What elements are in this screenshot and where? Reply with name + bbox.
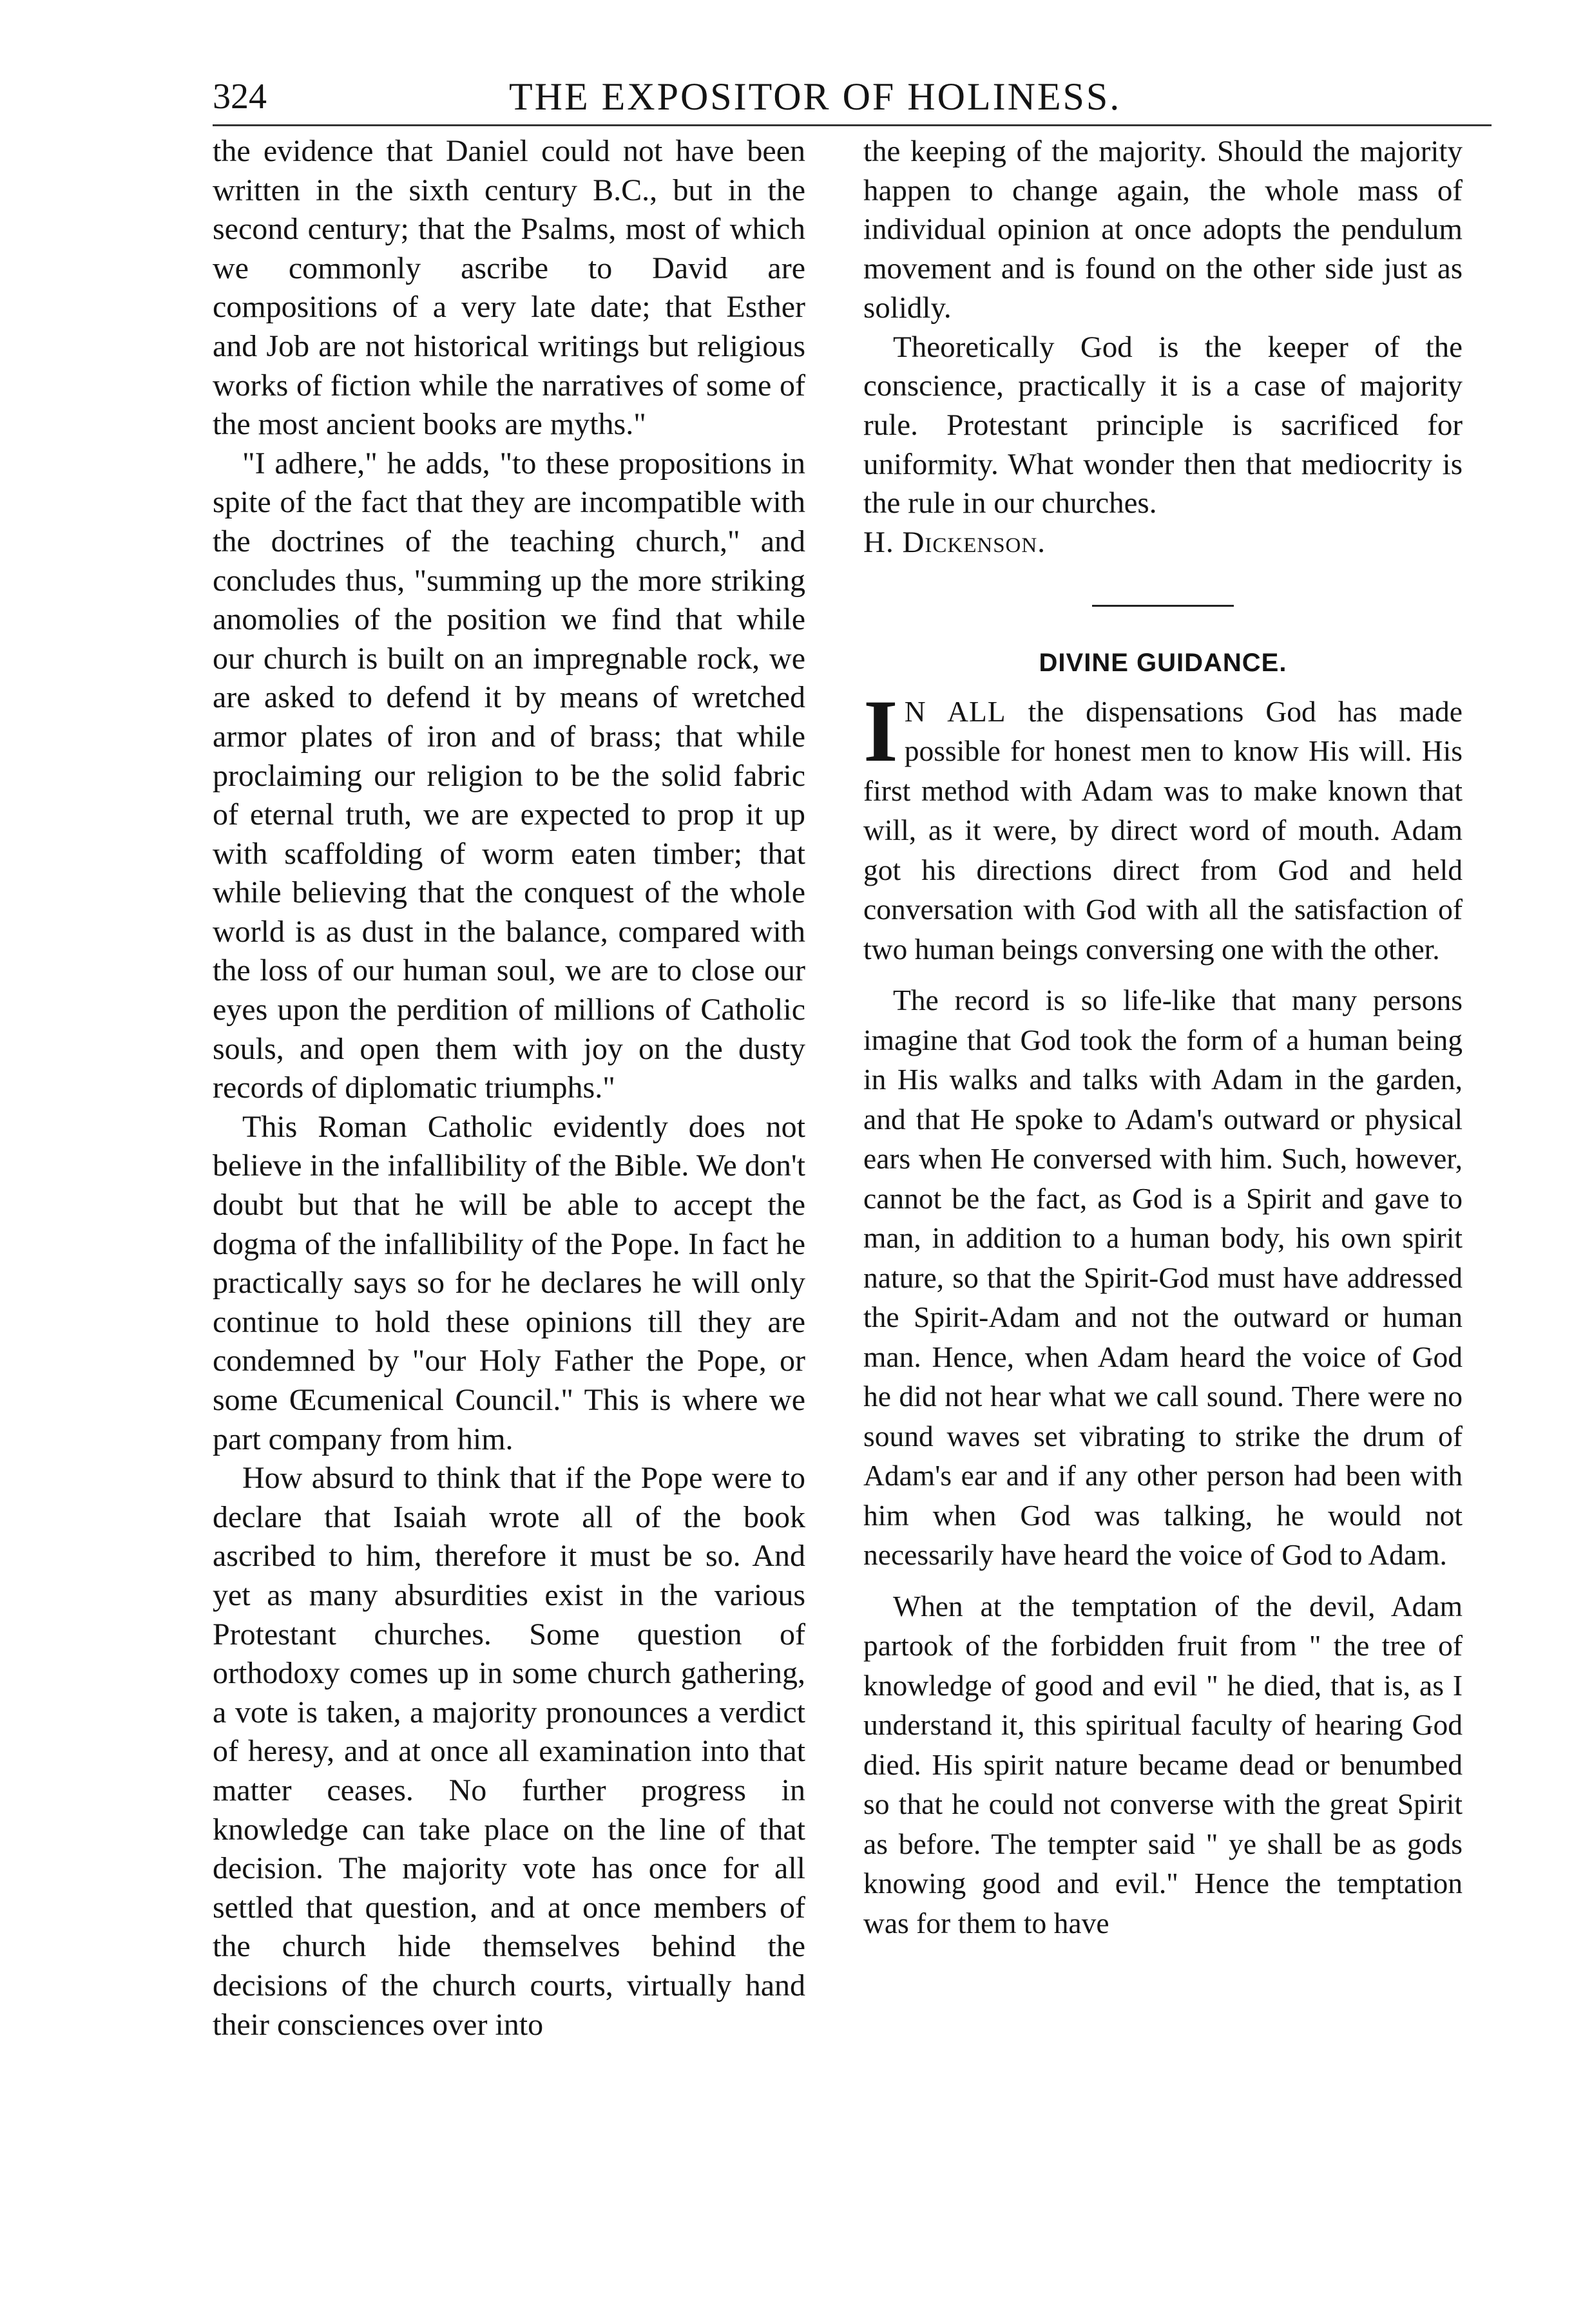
drop-cap: I (863, 681, 898, 780)
author-signature-text: H. Dickenson. (863, 526, 1046, 560)
header-rule (213, 124, 1492, 126)
article-paragraph-3: When at the temptation of the devil, Adam partook of the forbidden fruit from " the tree of knowledge of good and evil " he died, that is, as I understand it, this spiritual faculty of hearing God died. His spirit nature became dead or benumbed so that he could not converse with the great Spirit as before. The tempter said " ye shall be as gods knowing good and evil." Hence the temptation was for them to have (863, 1589, 1463, 1939)
author-signature (863, 523, 1463, 562)
left-column (213, 132, 805, 2044)
page-number: 324 (213, 77, 267, 117)
right-column (863, 132, 1463, 1943)
right-paragraph-1: the keeping of the majority. Should the majority happen to change again, the whole mass of individual opinion at once adopts the pendulum movement and is found on the other side just as solidly. (863, 135, 1463, 325)
article-paragraph-1-text: the dispensations God has made possible for honest men to know His will. His first method with Adam was to make known that will, as it were, by direct word of mouth. Adam got his directions direct from God and held conversation with God with all the satisfaction of two human beings conversing one with the other. (863, 694, 1463, 966)
left-paragraph-4: How absurd to think that if the Pope were to declare that Isaiah wrote all of the book ascribed to him, therefore it must be so. And yet as many absurdities exist in the various Protestant churches. Some question of orthodoxy comes up in some church gathering, a vote is taken, a majority pronounces a verdict of heresy, and at once all examination into that matter ceases. No further progress in knowledge can take place on the line of that decision. The majority vote has once for all settled that question, and at once members of the church hide themselves behind the decisions of the church courts, virtually hand their consciences over into (213, 1461, 805, 2042)
article-paragraph-2: The record is so life-like that many persons imagine that God took the form of a human being in His walks and talks with Adam in the garden, and that He spoke to Adam's outward or physical ears when He conversed with him. Such, however, cannot be the fact, as God is a Spirit and gave to man, in addition to a human body, his own spirit nature, so that the Spirit-God must have addressed the Spirit-Adam and not the outward or human man. Hence, when Adam heard the voice of God he did not hear what we call sound. There were no sound waves set vibrating to strike the drum of Adam's ear and if any other person had been with him when God was talking, he would not necessarily have heard the voice of God to Adam. (863, 984, 1463, 1572)
left-paragraph-2: "I adhere," he adds, "to these propositions in spite of the fact that they are incompatible with the doctrines of the teaching church," and concludes thus, "summing up the more striking anomolies of the position we find that while our church is built on an impregnable rock, we are asked to defend it by means of wretched armor plates of iron and of brass; that while proclaiming our religion to be the solid fabric of eternal truth, we are expected to prop it up with scaffolding of worm eaten timber; that while believing that the conquest of the whole world is as dust in the balance, compared with the loss of our human soul, we are to close our eyes upon the perdition of millions of Catholic souls, and open them with joy on the dusty records of diplomatic triumphs." (213, 446, 805, 1105)
article-heading: DIVINE GUIDANCE. (1039, 648, 1287, 677)
article-divine-guidance (863, 647, 1463, 1943)
right-paragraph-2: Theoretically God is the keeper of the conscience, practically it is a case of majority rule. Protestant principle is sacrificed for uniformity. What wonder then that mediocrity is the rule in our churches. (863, 330, 1463, 520)
page-header (213, 71, 1492, 122)
running-title: THE EXPOSITOR OF HOLINESS. (509, 75, 1122, 118)
lead-in: N ALL (904, 694, 1006, 728)
article-paragraph-1 (863, 681, 1463, 969)
section-divider (1092, 605, 1234, 607)
left-paragraph-3: This Roman Catholic evidently does not believe in the infallibility of the Bible. We don't doubt but that he will be able to accept the dogma of the infallibility of the Pope. In fact he practically says so for he declares he will only continue to hold these opinions till they are condemned by "our Holy Father the Pope, or some Œcumenical Council." This is where we part company from him. (213, 1109, 805, 1456)
left-paragraph-1: the evidence that Daniel could not have been written in the sixth century B.C., but in the second century; that the Psalms, most of which we commonly ascribe to David are compositions of a very late date; that Esther and Job are not historical writings but religious works of fiction while the narratives of some of the most ancient books are myths." (213, 134, 805, 442)
